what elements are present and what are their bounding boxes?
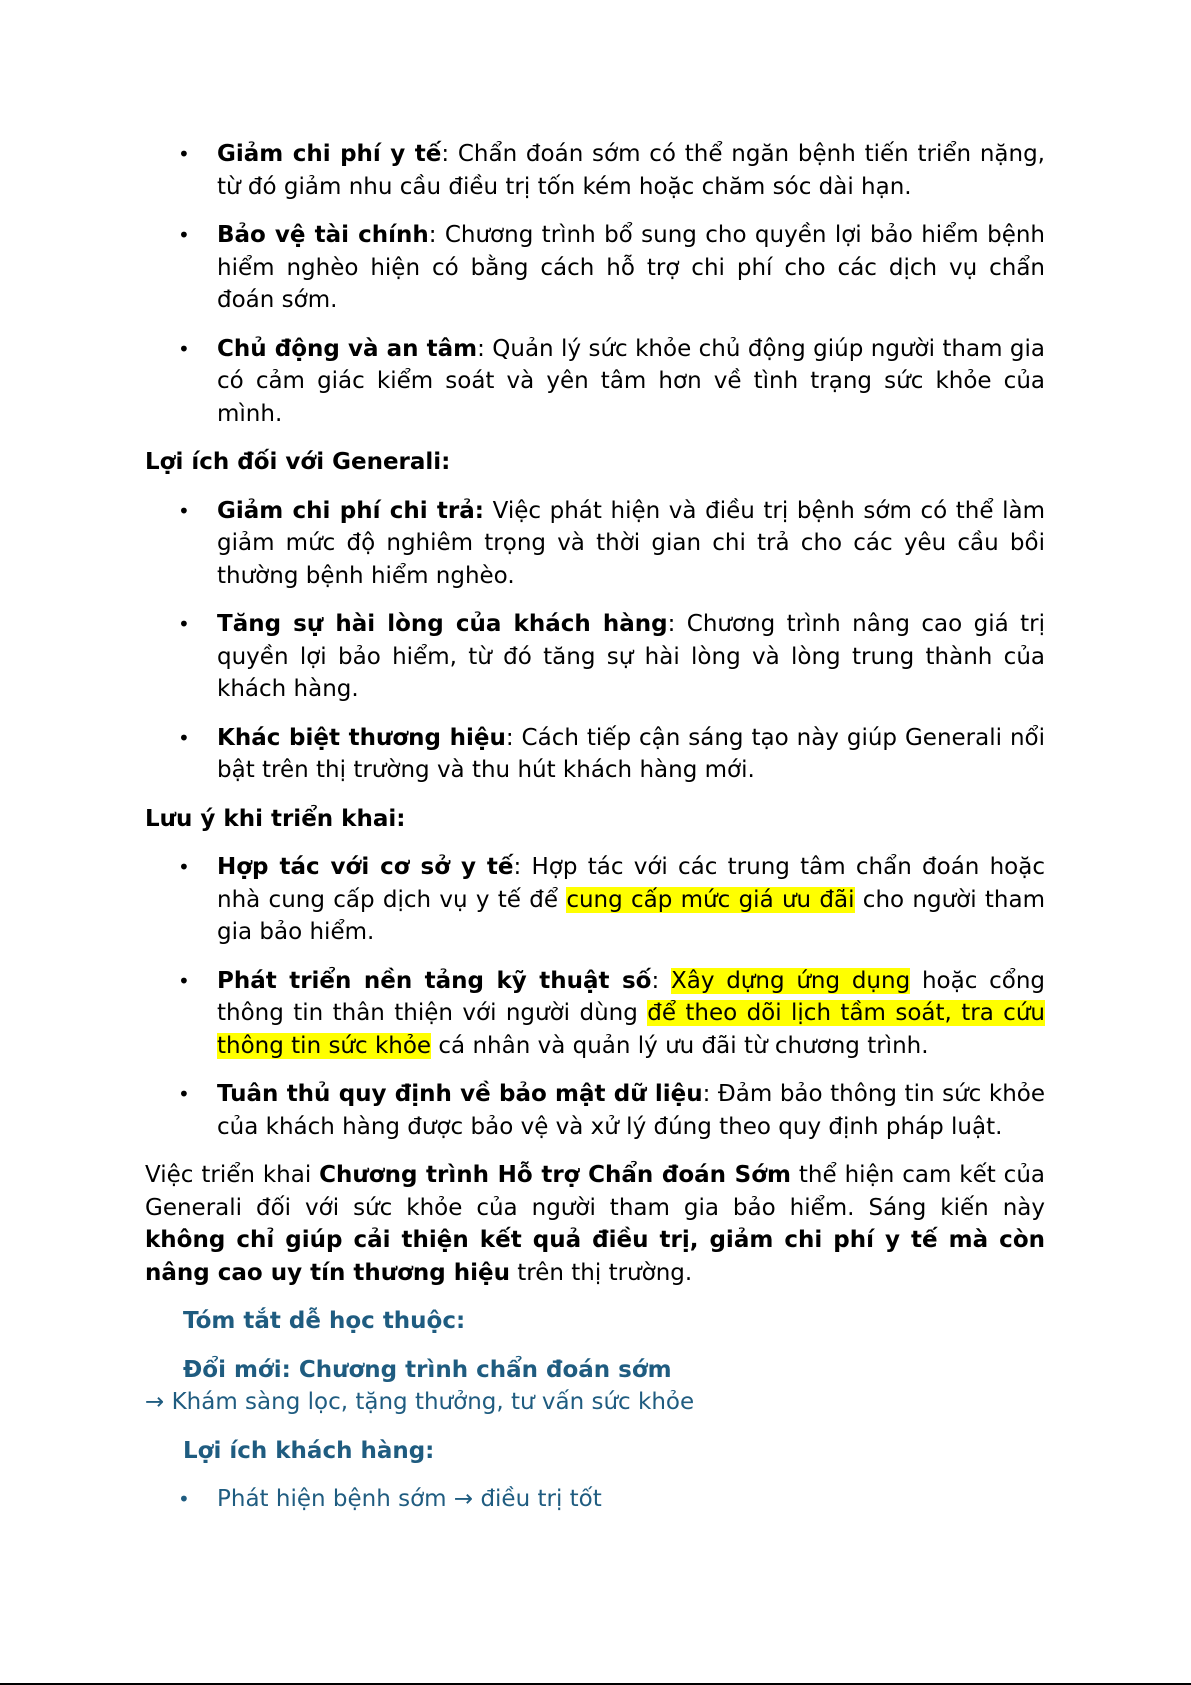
bullet-icon: • [178,855,190,879]
list-item [145,722,1045,787]
bullet-icon: • [178,223,190,247]
list-item [145,219,1045,317]
generali-benefits-heading: Lợi ích đối với Generali: [145,449,451,475]
list-item-term: Giảm chi phí y tế [217,141,442,167]
list-item-text: : Quản lý sức khỏe chủ động giúp người tham gia có cảm giác kiểm soát và yên tâm hơn về tình trạng sức khỏe của mình. [217,335,1045,427]
highlighted-text: cung cấp mức giá ưu đãi [566,886,855,913]
list-item [145,608,1045,706]
list-item-text: Phát hiện bệnh sớm → điều trị tốt [217,1486,602,1512]
list-item-text: cá nhân và quản lý ưu đãi từ chương trình. [431,1032,929,1059]
conclusion-text: thể hiện cam kết của Generali đối với sức khỏe của người tham gia bảo hiểm. Sáng kiến này [145,1162,1046,1221]
list-item [145,965,1045,1063]
list-item-text: : Chương trình nâng cao giá trị quyền lợi bảo hiểm, từ đó tăng sự hài lòng và lòng trung thành của khách hàng. [217,611,1045,702]
list-item-term: Khác biệt thương hiệu [217,724,506,751]
conclusion-text: Việc triển khai [145,1162,320,1188]
conclusion-paragraph [145,1159,1045,1289]
bullet-icon: • [178,1487,190,1511]
document-page [145,138,1045,1532]
highlighted-text: Xây dựng ứng dụng [670,967,911,994]
bullet-icon: • [178,725,190,750]
innovation-line: → Khám sàng lọc, tặng thưởng, tư vấn sức khỏe [145,1389,695,1415]
list-item-term: Hợp tác với cơ sở y tế [217,854,514,880]
list-item-text: : Chẩn đoán sớm có thể ngăn bệnh tiến triển nặng, từ đó giảm nhu cầu điều trị tốn kém hoặc chăm sóc dài hạn. [217,141,1045,200]
highlighted-text: để theo dõi lịch tầm soát, tra cứu thông tin sức khỏe [217,1000,1045,1059]
list-item-text: : Đảm bảo thông tin sức khỏe của khách hàng được bảo vệ và xử lý đúng theo quy định pháp luật. [217,1081,1045,1140]
list-item-term: Tăng sự hài lòng của khách hàng [217,611,668,637]
list-item-term: Tuân thủ quy định về bảo mật dữ liệu [217,1081,703,1107]
list-item-text: : Hợp tác với các trung tâm chẩn đoán hoặc nhà cung cấp dịch vụ y tế để [217,854,1045,913]
list-item [145,333,1045,431]
list-item-text: : [651,967,671,994]
conclusion-bold: Chương trình Hỗ trợ Chẩn đoán Sớm [319,1162,791,1188]
bullet-icon: • [178,498,190,523]
innovation-heading: Đổi mới: Chương trình chẩn đoán sớm [183,1356,672,1383]
list-item-term: Bảo vệ tài chính [217,222,429,248]
customer-benefits-list [145,138,1045,430]
summary-benefits-list [145,1483,1045,1516]
bullet-icon: • [178,612,190,636]
list-item [145,495,1045,593]
summary-section [145,1305,1045,1516]
bullet-icon: • [178,142,190,166]
list-item-text: : Cách tiếp cận sáng tạo này giúp Generali nổi bật trên thị trường và thu hút khách hàng mới. [217,724,1045,783]
bullet-icon: • [178,336,190,361]
implementation-notes-list [145,851,1045,1143]
implementation-notes-heading: Lưu ý khi triển khai: [145,805,406,832]
conclusion-bold: không chỉ giúp cải thiện kết quả điều trị, giảm chi phí y tế mà còn nâng cao uy tín thương hiệu [145,1227,1045,1286]
list-item-term: Phát triển nền tảng kỹ thuật số [217,967,652,994]
list-item [145,138,1045,203]
list-item-text: cho người tham gia bảo hiểm. [217,886,1045,945]
conclusion-text: trên thị trường. [509,1259,693,1286]
customer-benefits-summary-heading: Lợi ích khách hàng: [183,1437,435,1464]
list-item-text: : Chương trình bổ sung cho quyền lợi bảo hiểm bệnh hiểm nghèo hiện có bằng cách hỗ trợ chi phí cho các dịch vụ chẩn đoán sớm. [217,222,1045,313]
list-item-text: Việc phát hiện và điều trị bệnh sớm có thể làm giảm mức độ nghiêm trọng và thời gian chi trả cho các yêu cầu bồi thường bệnh hiểm nghèo. [217,497,1045,589]
list-item [145,1483,1045,1516]
bullet-icon: • [178,968,190,993]
list-item [145,1078,1045,1143]
list-item [145,851,1045,949]
bullet-icon: • [178,1082,190,1106]
summary-title: Tóm tắt dễ học thuộc: [183,1308,466,1334]
generali-benefits-list [145,495,1045,787]
list-item-term: Chủ động và an tâm [217,335,478,362]
list-item-term: Giảm chi phí chi trả: [217,497,484,524]
list-item-text: hoặc cổng thông tin thân thiện với người dùng [217,967,1045,1026]
